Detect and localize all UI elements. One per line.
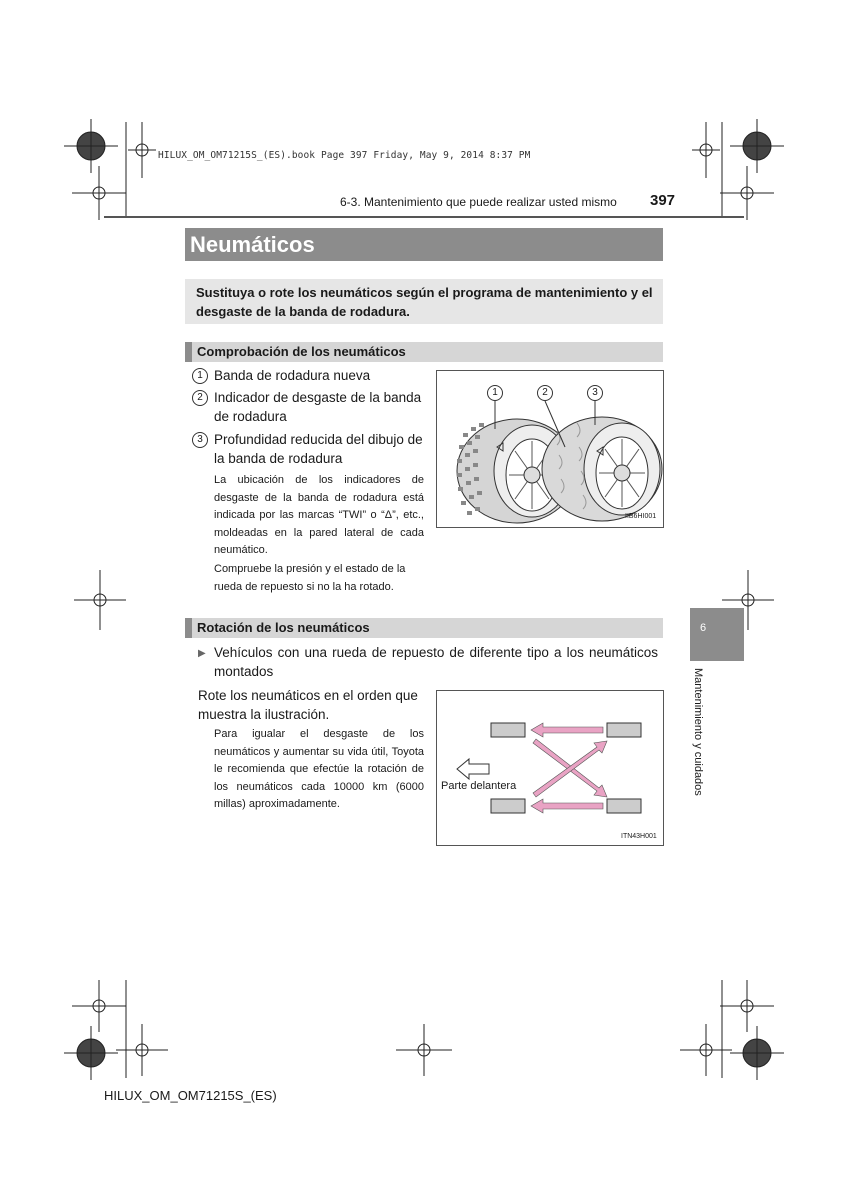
summary-text: Sustituya o rote los neumáticos según el programa de mantenimiento y el desgaste de la banda de rodadura. bbox=[196, 285, 653, 319]
front-label: Parte delantera bbox=[441, 780, 517, 792]
figure-code-2: ITN43H001 bbox=[621, 833, 657, 840]
spare-note: Compruebe la presión y el estado de la rueda de repuesto si no la ha rotado. bbox=[214, 563, 406, 593]
item-number-2: 2 bbox=[192, 390, 208, 406]
rotation-diagram bbox=[437, 691, 663, 845]
page-number: 397 bbox=[650, 192, 676, 209]
arrow-rear-to-front-bottom bbox=[531, 799, 603, 813]
item-number-1: 1 bbox=[192, 368, 208, 384]
footer-doc-id: HILUX_OM_OM71215S_(ES) bbox=[104, 1088, 277, 1103]
front-direction-arrow-icon bbox=[457, 759, 489, 779]
page-title: Neumáticos bbox=[190, 232, 315, 257]
book-info: HILUX_OM_OM71215S_(ES).book Page 397 Friday, May 9, 2014 8:37 PM bbox=[158, 150, 531, 161]
chapter-label: Mantenimiento y cuidados bbox=[692, 668, 704, 796]
figure-label-1: 1 bbox=[487, 385, 503, 401]
chapter-number: 6 bbox=[700, 622, 707, 634]
twi-note: La ubicación de los indicadores de desgaste de la banda de rodadura está indicada por las marcas “TWI” o “Δ”, etc., moldeadas en la pared lateral de cada neumático. bbox=[214, 474, 424, 556]
rotation-instruction: Rote los neumáticos en el orden que muestra la ilustración. bbox=[198, 688, 418, 722]
tire-rear-left bbox=[607, 723, 641, 737]
vehicle-condition: Vehículos con una rueda de repuesto de diferente tipo a los neumáticos montados bbox=[214, 645, 658, 679]
header-rule bbox=[104, 216, 744, 218]
tire-front-left bbox=[491, 723, 525, 737]
rotation-figure bbox=[436, 690, 664, 846]
figure-code-1: IIB6HI001 bbox=[625, 513, 657, 520]
item-text-1: Banda de rodadura nueva bbox=[214, 368, 371, 383]
chapter-tab bbox=[690, 608, 744, 661]
header-section: 6-3. Mantenimiento que puede realizar usted mismo bbox=[340, 195, 617, 209]
rotation-note: Para igualar el desgaste de los neumáticos y aumentar su vida útil, Toyota le recomienda que efectúe la rotación de los neumáticos cada 10000 km (6000 millas) aproximadamente. bbox=[214, 728, 424, 810]
tire-wear-figure bbox=[436, 370, 664, 528]
item-text-3: Profundidad reducida del dibujo de la banda de rodadura bbox=[214, 432, 423, 466]
figure-label-2: 2 bbox=[537, 385, 553, 401]
bullet-triangle-icon: ▶ bbox=[198, 648, 206, 659]
tire-front-right bbox=[491, 799, 525, 813]
item-text-2: Indicador de desgaste de la banda de rodadura bbox=[214, 390, 422, 424]
figure-label-3: 3 bbox=[587, 385, 603, 401]
item-number-3: 3 bbox=[192, 432, 208, 448]
section-heading-tire-rotation: Rotación de los neumáticos bbox=[197, 620, 370, 635]
arrow-rear-to-front-top bbox=[531, 723, 603, 737]
section-heading-tire-check: Comprobación de los neumáticos bbox=[197, 344, 406, 359]
tire-rear-right bbox=[607, 799, 641, 813]
